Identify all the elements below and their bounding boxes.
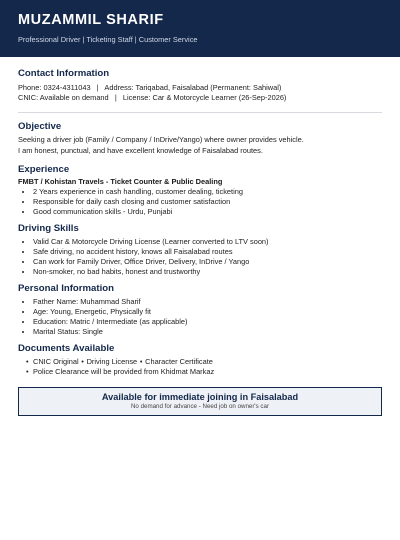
document-item: Driving License: [86, 356, 138, 366]
list-item: • Good communication skills - Urdu, Punjabi: [33, 207, 382, 217]
experience-section-title: Experience: [18, 163, 70, 175]
list-item: • Non-smoker, no bad habits, honest and trustworthy: [33, 267, 382, 277]
contact-section-title: Contact Information: [18, 68, 110, 79]
personal-list: [18, 297, 382, 337]
section-divider: [18, 112, 382, 113]
list-item: • Marital Status: Single: [33, 327, 382, 337]
resume-body: [0, 57, 400, 416]
contact-line-cnic-license: CNIC: Available on demand | License: Car & Motorcycle Learner (26-Sep-2026): [18, 93, 287, 103]
list-item: • Safe driving, no accident history, knows all Faisalabad routes: [33, 247, 382, 257]
contact-line-phone-address: Phone: 0324-4311043 | Address: Tariqabad, Faisalabad (Permanent: Sahiwal): [18, 83, 282, 92]
availability-note: No demand for advance - Need job on owner's car: [130, 402, 270, 410]
list-item: • Can work for Family Driver, Office Driver, Delivery, InDrive / Yango: [33, 257, 382, 267]
documents-row-2: • Police Clearance will be provided from Khidmat Markaz: [18, 367, 382, 377]
experience-list: [18, 187, 382, 217]
documents-row-1: • CNIC Original • Driving License • Character Certificate: [18, 357, 382, 367]
list-item: • 2 Years experience in cash handling, customer dealing, ticketing: [33, 187, 382, 197]
availability-banner: [18, 387, 382, 416]
personal-section-title: Personal Information: [18, 282, 114, 294]
objective-line-2: I am honest, punctual, and have excellent knowledge of Faisalabad routes.: [18, 145, 263, 155]
list-item: • Responsible for daily cash closing and customer satisfaction: [33, 197, 382, 207]
objective-line-1: Seeking a driver job (Family / Company / InDrive/Yango) where owner provides vehicle.: [18, 135, 304, 145]
list-item: • Age: Young, Energetic, Physically fit: [33, 307, 382, 317]
driving-list: [18, 237, 382, 277]
list-item: • Father Name: Muhammad Sharif: [33, 297, 382, 307]
objective-section-title: Objective: [18, 121, 62, 133]
document-item: Character Certificate: [145, 356, 213, 366]
documents-section-title: Documents Available: [18, 342, 115, 354]
experience-role: FMBT / Kohistan Travels - Ticket Counter & Public Dealing: [18, 176, 223, 186]
candidate-tagline: Professional Driver | Ticketing Staff | Customer Service: [18, 35, 198, 44]
document-item: CNIC Original: [33, 356, 79, 366]
driving-section-title: Driving Skills: [18, 222, 79, 234]
availability-headline: Available for immediate joining in Faisalabad: [101, 391, 299, 402]
candidate-name: MUZAMMIL SHARIF: [18, 12, 164, 28]
list-item: • Valid Car & Motorcycle Driving License (Learner converted to LTV soon): [33, 237, 382, 247]
resume-header: [0, 0, 400, 57]
list-item: • Education: Matric / Intermediate (as applicable): [33, 317, 382, 327]
